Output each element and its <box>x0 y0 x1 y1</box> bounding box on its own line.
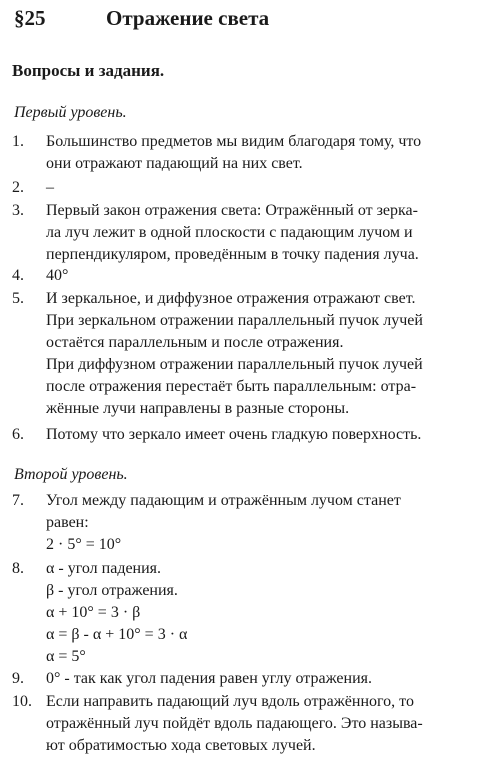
item-line: И зеркальное, и диффузное отражения отражают свет. <box>46 290 416 307</box>
item-line: β - угол отражения. <box>46 582 178 599</box>
page-title: Отражение света <box>106 6 270 30</box>
item-text <box>46 177 494 199</box>
item-text <box>46 200 494 266</box>
item-number: 10. <box>12 693 32 710</box>
item-line: α = β - α + 10° = 3 · α <box>46 626 188 643</box>
item-line: 2 · 5° = 10° <box>46 536 122 553</box>
item-line: жённые лучи направлены в разные стороны. <box>46 400 350 417</box>
item-number: 5. <box>12 290 24 307</box>
section-title: Вопросы и задания. <box>12 61 165 80</box>
item-text <box>46 131 494 175</box>
item-number: 4. <box>12 267 24 284</box>
level-title-2: Второй уровень. <box>14 466 128 483</box>
item-line: При диффузном отражении параллельный пучок лучей <box>46 356 423 373</box>
item-number: 1. <box>12 133 24 150</box>
item-line: При зеркальном отражении параллельный пучок лучей <box>46 312 423 329</box>
item-number: 7. <box>12 492 24 509</box>
level-title-1: Первый уровень. <box>14 104 127 121</box>
item-line: Если направить падающий луч вдоль отражённого, то <box>46 693 414 710</box>
item-line: Большинство предметов мы видим благодаря тому, что <box>46 133 422 150</box>
item-text <box>46 265 494 287</box>
item-line: перпендикуляром, проведённым в точку падения луча. <box>46 246 419 263</box>
item-number: 9. <box>12 670 24 687</box>
item-text <box>46 424 494 446</box>
item-line: они отражают падающий на них свет. <box>46 155 303 172</box>
item-line: остаётся параллельным и после отражения. <box>46 334 344 351</box>
item-line: ла луч лежит в одной плоскости с падающим лучом и <box>46 224 413 241</box>
item-line: α + 10° = 3 · β <box>46 604 141 621</box>
item-line: Угол между падающим и отражённым лучом станет <box>46 492 401 509</box>
item-text <box>46 668 494 690</box>
item-line: отражённый луч пойдёт вдоль падающего. Это называ- <box>46 715 423 732</box>
item-number: 3. <box>12 202 24 219</box>
item-text <box>46 691 494 757</box>
item-number: 8. <box>12 560 24 577</box>
item-line: 40° <box>46 267 69 284</box>
item-number: 2. <box>12 179 24 196</box>
item-line: α = 5° <box>46 648 86 665</box>
item-text <box>46 490 494 556</box>
item-line: Потому что зеркало имеет очень гладкую поверхность. <box>46 426 422 443</box>
item-line: Первый закон отражения света: Отражённый от зерка- <box>46 202 418 219</box>
item-line: 0° - так как угол падения равен углу отражения. <box>46 670 372 687</box>
page-header <box>14 6 269 31</box>
item-line: ют обратимостью хода световых лучей. <box>46 737 316 754</box>
item-line: после отражения перестаёт быть параллельным: отра- <box>46 378 417 395</box>
item-text <box>46 288 494 420</box>
item-line: α - угол падения. <box>46 560 162 577</box>
item-line: равен: <box>46 514 89 531</box>
item-text <box>46 558 494 668</box>
item-number: 6. <box>12 426 24 443</box>
section-number: §25 <box>14 6 46 30</box>
item-line: – <box>46 179 54 196</box>
